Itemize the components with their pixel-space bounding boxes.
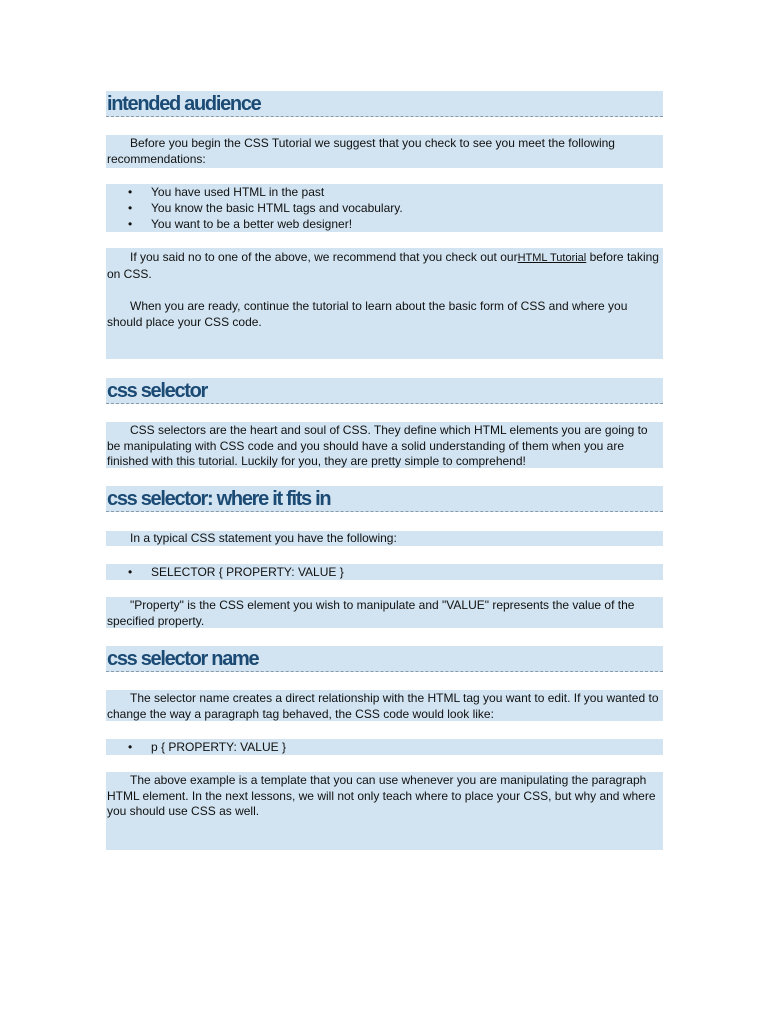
heading-intended-audience: intended audience <box>106 91 663 117</box>
where-intro-text: In a typical CSS statement you have the following: <box>130 531 397 545</box>
heading-css-selector: css selector <box>106 378 663 404</box>
requirements-list <box>106 184 663 232</box>
property-block <box>106 597 663 628</box>
selector-syntax: SELECTOR { PROPERTY: VALUE } <box>151 565 344 579</box>
ready-text: When you are ready, continue the tutorial to learn about the basic form of CSS and where you should place your CSS code. <box>107 299 628 329</box>
selector-name-intro-block <box>106 690 663 721</box>
bullet-icon: • <box>128 217 133 231</box>
heading-css-selector-name: css selector name <box>106 646 663 672</box>
css-selector-block <box>106 422 663 468</box>
template-text: The above example is a template that you can use whenever you are manipulating the paragraph HTML element. In the next lessons, we will not only teach where to place your CSS, but why and where you should use CSS as well. <box>107 773 656 818</box>
template-block <box>106 772 663 850</box>
list-item: • You want to be a better web designer! <box>128 217 353 231</box>
bullet-icon: • <box>128 565 133 579</box>
paragraph-syntax-block <box>106 739 663 755</box>
property-text: "Property" is the CSS element you wish to manipulate and "VALUE" represents the value of the specified property. <box>107 598 635 628</box>
bullet-icon: • <box>128 185 133 199</box>
recommendation-block <box>106 248 663 359</box>
css-selector-text: CSS selectors are the heart and soul of CSS. They define which HTML elements you are going to be manipulating with CSS code and you should have a solid understanding of them when you are finished with this tutorial. Luckily for you, they are pretty simple to comprehend! <box>107 423 648 468</box>
intro-block <box>106 135 663 168</box>
bullet-icon: • <box>128 740 133 754</box>
bullet-icon: • <box>128 201 133 215</box>
paragraph-syntax: p { PROPERTY: VALUE } <box>151 740 286 754</box>
recommendation-text-end: before taking on CSS. <box>107 250 659 281</box>
intro-text: Before you begin the CSS Tutorial we suggest that you check to see you meet the following recommendations: <box>107 136 615 166</box>
list-item <box>106 739 663 755</box>
list-item: • You know the basic HTML tags and vocabulary. <box>128 201 403 215</box>
selector-name-intro-text: The selector name creates a direct relationship with the HTML tag you want to edit. If you wanted to change the way a paragraph tag behaved, the CSS code would look like: <box>107 691 659 721</box>
selector-syntax-block <box>106 564 663 580</box>
list-item <box>106 564 663 580</box>
recommendation-text: If you said no to one of the above, we recommend that you check out our <box>130 250 518 264</box>
where-intro-block <box>106 531 663 546</box>
list-item: • You have used HTML in the past <box>128 185 325 199</box>
html-tutorial-link[interactable]: HTML Tutorial <box>517 252 587 264</box>
heading-where-it-fits: css selector: where it fits in <box>106 486 663 512</box>
requirements-list-block <box>106 184 663 232</box>
